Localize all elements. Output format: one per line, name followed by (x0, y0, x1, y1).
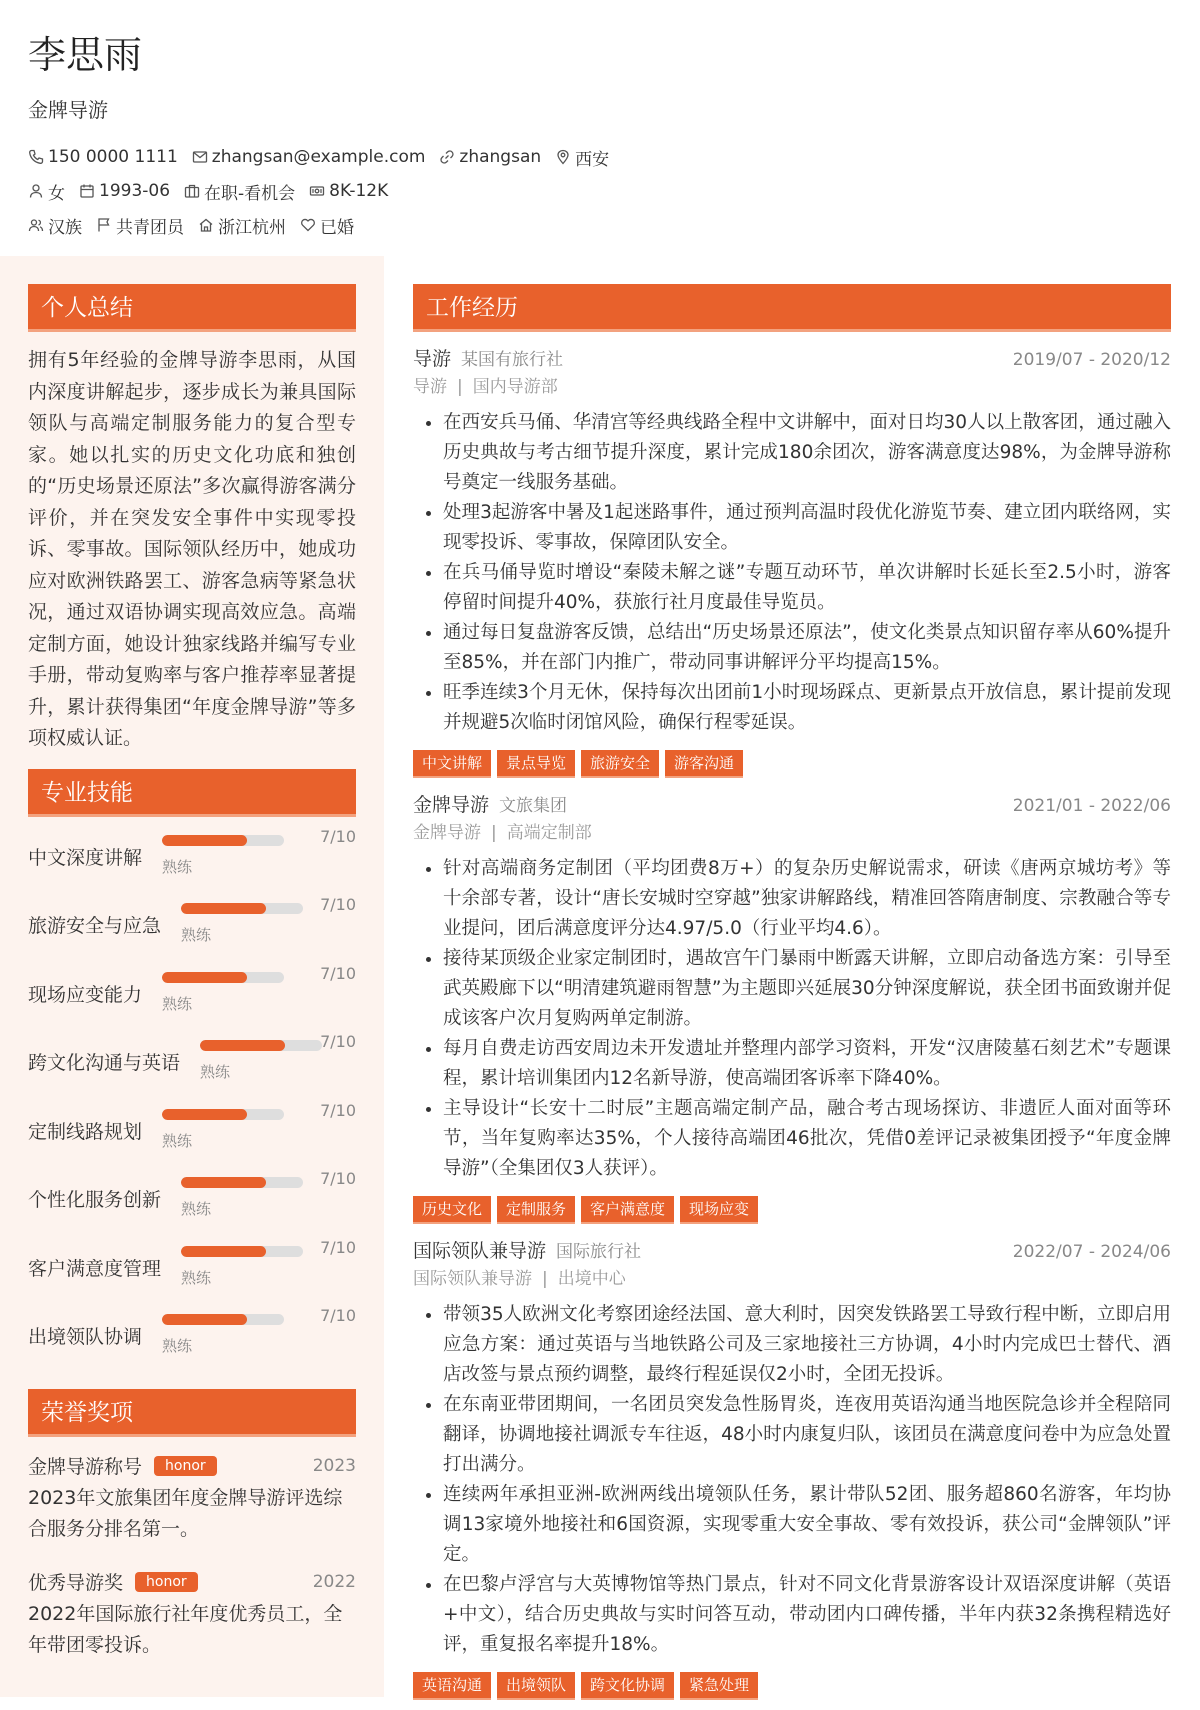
calendar-icon (79, 183, 95, 199)
skill-progress-bar (181, 903, 303, 914)
skill-progress-bar (162, 1109, 284, 1120)
status-text: 在职-看机会 (204, 183, 296, 204)
hometown-item (198, 213, 286, 238)
skill-score: 7/10 (320, 963, 356, 983)
award-badge: honor (135, 1572, 198, 1592)
job-bullets (413, 854, 1171, 1184)
user-icon (28, 183, 44, 199)
award-badge: honor (154, 1456, 217, 1476)
skill-tag: 游客沟通 (665, 750, 743, 778)
experience-heading: 工作经历 (413, 284, 1171, 332)
salary-text: 8K-12K (329, 181, 389, 201)
skill-tag: 出境领队 (497, 1672, 575, 1700)
skill-score: 7/10 (320, 1100, 356, 1120)
award-year: 2022 (312, 1571, 356, 1592)
skill-score: 7/10 (320, 1237, 356, 1257)
city-item (555, 145, 609, 170)
website-item[interactable] (439, 147, 541, 167)
job-bullet: • 旺季连续3个月无休，保持每次出团前1小时现场踩点、更新景点开放信息，累计提前发现并规避5次临时闭馆风险，确保行程零延误。 (443, 678, 1171, 738)
skill-item (28, 1101, 356, 1170)
location-icon (555, 149, 571, 165)
skill-name: 出境领队协调 (28, 1326, 143, 1348)
job-role: 导游 (413, 348, 452, 370)
award-name: 优秀导游奖 (28, 1572, 124, 1594)
job-department: 出境中心 (557, 1269, 626, 1289)
summary-text: 拥有5年经验的金牌导游李思雨，从国内深度讲解起步，逐步成长为兼具国际领队与高端定制服务能力的复合型专家。她以扎实的历史文化功底和独创的“历史场景还原法”多次赢得游客满分评价，并在突发安全事件中实现零投诉、零事故。国际领队经历中，她成功应对欧洲铁路罢工、游客急病等紧急状况，通过双语协调实现高效应急。高端定制方面，她设计独家线路并编写专业手册，带动复购率与客户推荐率显著提升，累计获得集团“年度金牌导游”等多项权威认证。 (28, 349, 356, 749)
job-bullets (413, 1300, 1171, 1660)
status-item (184, 179, 295, 204)
skill-tag: 英语沟通 (413, 1672, 491, 1700)
awards-list (28, 1451, 356, 1661)
skill-score: 7/10 (320, 1169, 356, 1188)
hometown-text: 浙江杭州 (218, 217, 286, 238)
skill-level: 熟练 (162, 994, 193, 1013)
city-text: 西安 (575, 149, 610, 170)
skill-item (28, 1238, 356, 1307)
skill-progress-fill (181, 903, 266, 914)
job-header (413, 790, 1171, 818)
marital-item (300, 213, 354, 238)
separator: | (457, 377, 463, 397)
job-header (413, 344, 1171, 372)
skill-item (28, 827, 356, 896)
skill-score: 7/10 (320, 1306, 356, 1325)
award-year: 2023 (312, 1455, 356, 1476)
email-item[interactable] (192, 147, 426, 167)
phone-text: 150 0000 1111 (48, 147, 178, 167)
job-tags (413, 750, 1171, 778)
ethnicity-text: 汉族 (48, 217, 82, 238)
job-bullet: • 主导设计“长安十二时辰”主题高端定制产品，融合考古现场探访、非遗匠人面对面等环节，当年复购率达35%，个人接待高端团46批次，凭借0差评记录被集团授予“年度金牌导游”（全集团仅3人获评）。 (443, 1094, 1171, 1184)
job-header (413, 1236, 1171, 1264)
job-bullet: • 通过每日复盘游客反馈，总结出“历史场景还原法”，使文化类景点知识留存率从60%提升至85%，并在部门内推广，带动同事讲解评分平均提高15%。 (443, 618, 1171, 678)
home-icon (198, 217, 214, 233)
skill-level: 熟练 (200, 1063, 231, 1081)
skill-name: 定制线路规划 (28, 1120, 143, 1143)
awards-heading: 荣誉奖项 (28, 1389, 356, 1437)
birth-item (79, 181, 170, 201)
main-column (413, 284, 1171, 1710)
skill-tag: 客户满意度 (581, 1196, 674, 1224)
phone-item (28, 147, 178, 167)
skill-progress-bar (162, 972, 284, 983)
skill-progress-fill (162, 972, 247, 983)
basics-row (28, 175, 1168, 207)
skill-progress-bar (181, 1177, 303, 1188)
job-date: 2022/07 - 2024/06 (1012, 1242, 1171, 1262)
skills-heading: 专业技能 (28, 769, 356, 817)
job-bullet: • 接待某顶级企业家定制团时，遇故宫午门暴雨中断露天讲解，立即启动备选方案：引导至武英殿廊下以“明清建筑避雨智慧”为主题即兴延展30分钟深度解说，获全团书面致谢并促成该客户次月复购两单定制游。 (443, 944, 1171, 1034)
politics-text: 共青团员 (116, 217, 184, 238)
skill-tag: 紧急处理 (680, 1672, 758, 1700)
job-company: 国际旅行社 (556, 1242, 642, 1262)
skill-item (28, 1032, 356, 1101)
award-item (28, 1567, 356, 1661)
job-bullet: • 在西安兵马俑、华清宫等经典线路全程中文讲解中，面对日均30人以上散客团，通过融入历史典故与考古细节提升深度，累计完成180余团次，游客满意度达98%，为金牌导游称号奠定一线服务基础。 (443, 408, 1171, 498)
phone-icon (28, 149, 44, 165)
job-role: 国际领队兼导游 (413, 1240, 547, 1262)
skill-tag: 定制服务 (497, 1196, 575, 1224)
job-subtitle (413, 1264, 1171, 1294)
briefcase-icon (184, 183, 200, 199)
skill-name: 跨文化沟通与英语 (28, 1052, 181, 1074)
contact-row (28, 141, 1168, 173)
skill-name: 现场应变能力 (28, 983, 143, 1006)
job-bullet: • 在兵马俑导览时增设“秦陵未解之谜”专题互动环节，单次讲解时长延长至2.5小时，游客停留时间提升40%，获旅行社月度最佳导览员。 (443, 558, 1171, 618)
skill-progress-bar (162, 1314, 284, 1325)
separator: | (491, 823, 497, 843)
job-position: 金牌导游 (413, 823, 481, 843)
marital-text: 已婚 (320, 217, 354, 238)
job-entry (413, 790, 1171, 1224)
job-bullet: • 每月自费走访西安周边未开发遗址并整理内部学习资料，开发“汉唐陵墓石刻艺术”专题课程，累计培训集团内12名新导游，使高端团客诉率下降40%。 (443, 1034, 1171, 1094)
skill-progress-bar (200, 1040, 322, 1051)
skill-name: 旅游安全与应急 (28, 915, 162, 937)
job-department: 高端定制部 (506, 823, 592, 843)
job-bullet: • 带领35人欧洲文化考察团途经法国、意大利时，因突发铁路罢工导致行程中断，立即启用应急方案：通过英语与当地铁路公司及三家地接社三方协调，4小时内完成巴士替代、酒店改签与景点预约调整，最终行程延误仅2小时，全团无投诉。 (443, 1300, 1171, 1390)
skill-level: 熟练 (162, 1131, 193, 1150)
skills-list (28, 827, 356, 1375)
email-text: zhangsan@example.com (211, 147, 426, 167)
summary-heading: 个人总结 (28, 284, 356, 332)
skill-progress-fill (181, 1246, 266, 1257)
skill-item (28, 1169, 356, 1238)
job-position: 导游 (413, 377, 447, 397)
skill-tag: 旅游安全 (581, 750, 659, 778)
jobs-list (413, 344, 1171, 1700)
politics-item (96, 213, 184, 238)
resume-header (28, 28, 1168, 241)
skill-name: 个性化服务创新 (28, 1189, 162, 1211)
job-role: 金牌导游 (413, 794, 490, 816)
skill-progress-fill (162, 1109, 247, 1120)
skill-level: 熟练 (181, 926, 212, 944)
extra-row (28, 209, 1168, 241)
job-bullet: • 在巴黎卢浮宫与大英博物馆等热门景点，针对不同文化背景游客设计双语深度讲解（英语+中文），结合历史典故与实时问答互动，带动团内口碑传播，半年内获32条携程精选好评，重复报名率提升18%。 (443, 1570, 1171, 1660)
skill-score: 7/10 (320, 895, 356, 914)
skill-name: 中文深度讲解 (28, 846, 143, 869)
skill-level: 熟练 (181, 1268, 212, 1287)
skill-progress-fill (162, 1314, 247, 1325)
gender-text: 女 (48, 183, 65, 204)
skill-item (28, 1306, 356, 1375)
candidate-title: 金牌导游 (28, 98, 108, 122)
skill-name: 客户满意度管理 (28, 1257, 162, 1280)
skill-level: 熟练 (162, 1337, 193, 1355)
money-icon (309, 183, 325, 199)
job-company: 文旅集团 (499, 796, 568, 816)
job-date: 2021/01 - 2022/06 (1012, 796, 1171, 816)
candidate-name: 李思雨 (28, 33, 143, 77)
award-item (28, 1451, 356, 1545)
sidebar (0, 256, 384, 1697)
separator: | (542, 1269, 548, 1289)
skill-tag: 景点导览 (497, 750, 575, 778)
job-entry (413, 1236, 1171, 1700)
job-subtitle (413, 372, 1171, 402)
ethnicity-item (28, 213, 82, 238)
skill-tag: 现场应变 (680, 1196, 758, 1224)
skill-item (28, 895, 356, 964)
gender-item (28, 179, 65, 204)
link-icon (439, 149, 455, 165)
job-company: 某国有旅行社 (461, 350, 564, 370)
job-entry (413, 344, 1171, 778)
skill-tag: 历史文化 (413, 1196, 491, 1224)
flag-icon (96, 217, 112, 233)
skill-level: 熟练 (162, 857, 193, 876)
job-position: 国际领队兼导游 (413, 1269, 532, 1289)
job-subtitle (413, 818, 1171, 848)
job-department: 国内导游部 (472, 377, 558, 397)
skill-score: 7/10 (320, 1032, 356, 1051)
award-desc: 2023年文旅集团年度金牌导游评选综合服务分排名第一。 (28, 1486, 343, 1540)
skill-score: 7/10 (320, 826, 356, 846)
skill-progress-fill (181, 1177, 266, 1188)
job-bullet: • 在东南亚带团期间，一名团员突发急性肠胃炎，连夜用英语沟通当地医院急诊并全程陪同翻译，协调地接社调派专车往返，48小时内康复归队，该团员在满意度问卷中为应急处置打出满分。 (443, 1390, 1171, 1480)
heart-icon (300, 217, 316, 233)
job-bullet: • 处理3起游客中暑及1起迷路事件，通过预判高温时段优化游览节奏、建立团内联络网，实现零投诉、零事故，保障团队安全。 (443, 498, 1171, 558)
job-tags (413, 1196, 1171, 1224)
birth-text: 1993-06 (99, 181, 171, 201)
skill-progress-bar (162, 835, 284, 846)
job-bullet: • 针对高端商务定制团（平均团费8万+）的复杂历史解说需求，研读《唐两京城坊考》等十余部专著，设计“唐长安城时空穿越”独家讲解路线，精准回答隋唐制度、宗教融合等专业提问，团后满意度评分达4.97/5.0（行业平均4.6）。 (443, 854, 1171, 944)
award-desc: 2022年国际旅行社年度优秀员工，全年带团零投诉。 (28, 1602, 343, 1656)
skill-progress-fill (162, 835, 247, 846)
mail-icon (192, 149, 208, 165)
skill-tag: 中文讲解 (413, 750, 491, 778)
people-icon (28, 217, 44, 233)
job-bullets (413, 408, 1171, 738)
skill-progress-bar (181, 1246, 303, 1257)
job-bullet: • 连续两年承担亚洲-欧洲两线出境领队任务，累计带队52团、服务超860名游客，年均协调13家境外地接社和6国资源，实现零重大安全事故、零有效投诉，获公司“金牌领队”评定。 (443, 1480, 1171, 1570)
job-tags (413, 1672, 1171, 1700)
skill-level: 熟练 (181, 1200, 212, 1218)
salary-item (309, 181, 388, 201)
website-text: zhangsan (459, 147, 542, 167)
job-date: 2019/07 - 2020/12 (1012, 350, 1171, 370)
skill-tag: 跨文化协调 (581, 1672, 674, 1700)
award-name: 金牌导游称号 (28, 1456, 143, 1478)
skill-item (28, 964, 356, 1033)
skill-progress-fill (200, 1040, 285, 1051)
